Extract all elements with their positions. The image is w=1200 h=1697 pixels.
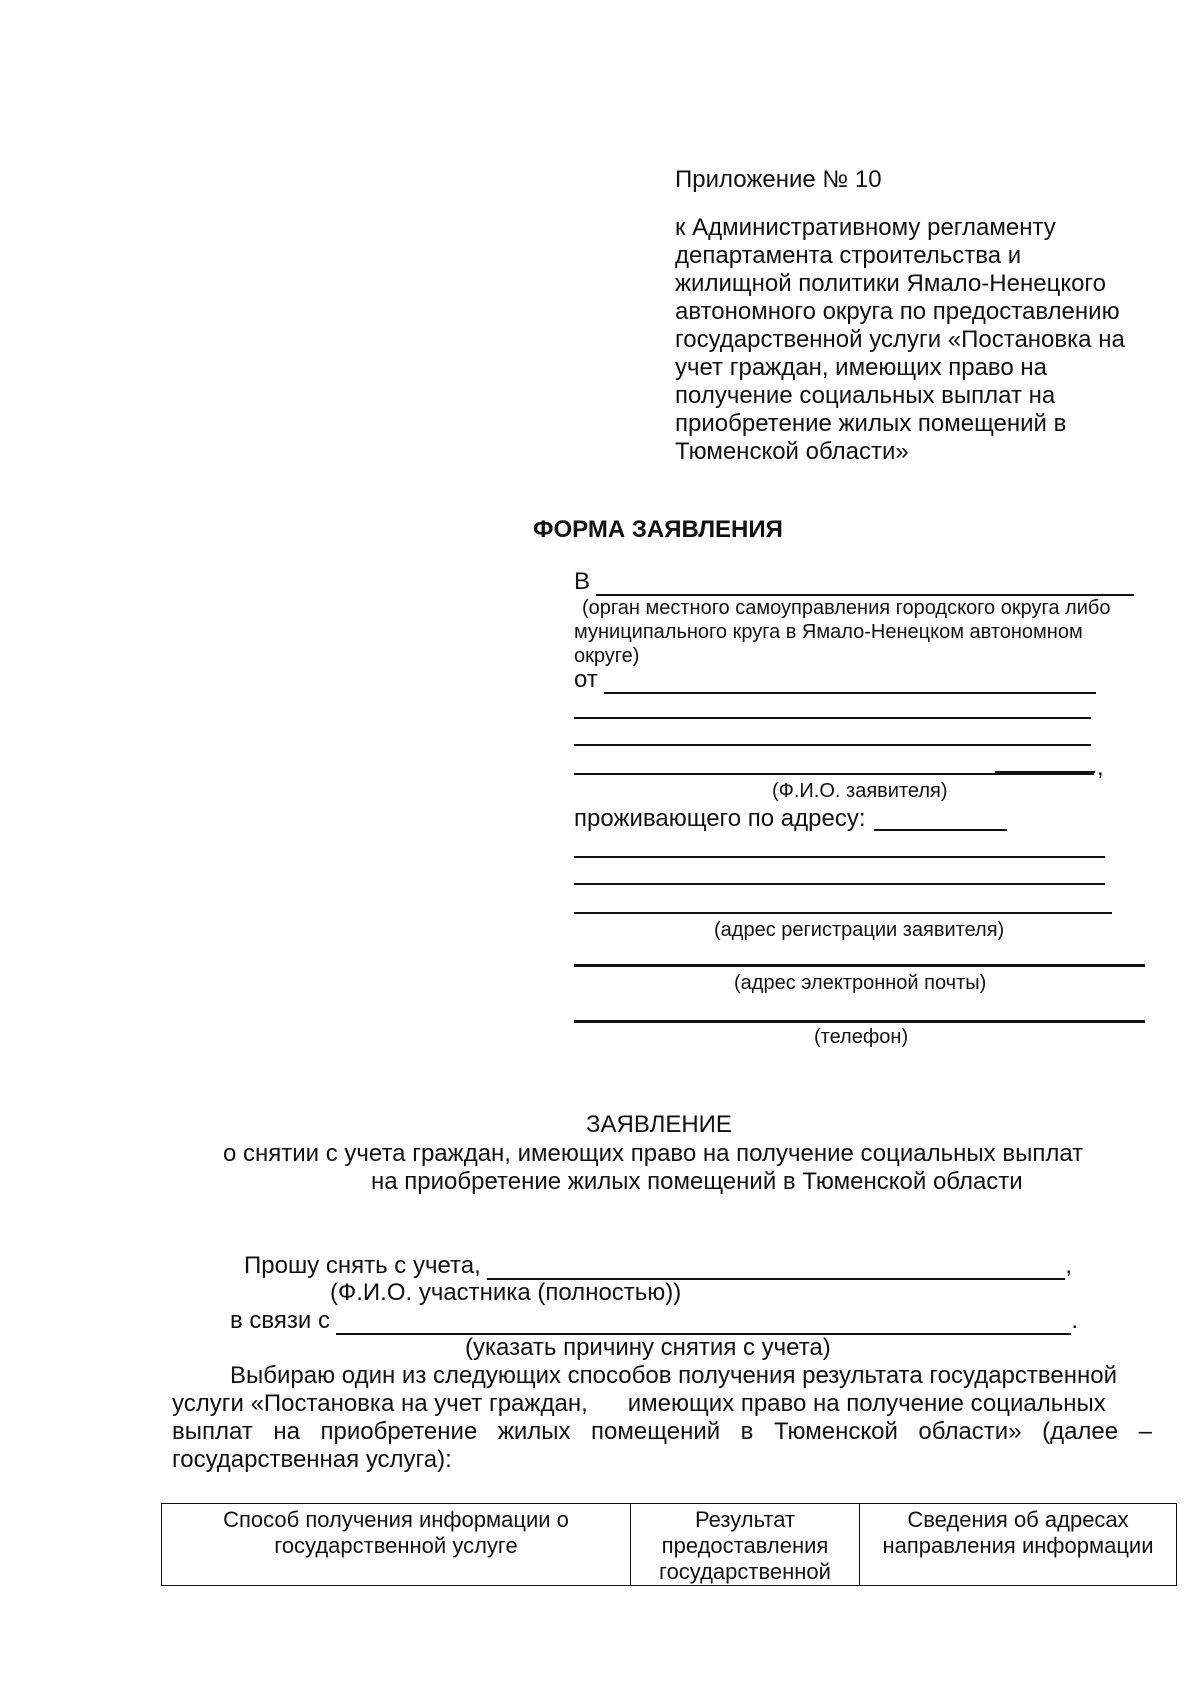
table-header-row	[162, 1504, 1177, 1586]
reason-caption: (указать причину снятия с учета)	[465, 1334, 831, 1361]
organ-caption: (орган местного самоуправления городского округа либо	[582, 597, 1111, 619]
organ-caption: муниципального круга в Ямало-Ненецком автономном	[574, 621, 1083, 643]
address-line[interactable]	[574, 912, 1112, 914]
addressee-prefix: В	[574, 568, 591, 595]
appendix-line: к Административному регламенту	[675, 214, 1056, 241]
organ-caption: округе)	[574, 645, 640, 667]
reason-blank[interactable]	[336, 1309, 1071, 1335]
service-delivery-table	[161, 1503, 1177, 1586]
appendix-line: получение социальных выплат на	[675, 382, 1056, 409]
reason-field[interactable]	[230, 1307, 1078, 1335]
from-prefix: от	[574, 666, 598, 693]
request-comma: ,	[1065, 1252, 1072, 1279]
appendix-line: учет граждан, имеющих право на	[675, 354, 1048, 381]
applicant-name-line[interactable]	[574, 773, 1094, 775]
request-prefix: Прошу снять с учета,	[244, 1252, 481, 1279]
table-header-result: Результат предоставления государственной	[631, 1504, 860, 1586]
address-line[interactable]	[574, 883, 1105, 885]
applicant-name-blank[interactable]	[604, 668, 1096, 694]
address-blank-inline[interactable]	[874, 829, 1007, 831]
applicant-name-line[interactable]	[574, 717, 1091, 719]
appendix-line: приобретение жилых помещений в	[675, 410, 1067, 437]
email-line[interactable]	[574, 964, 1145, 967]
applicant-name-line-end	[995, 771, 1095, 773]
choice-paragraph-line: услуги «Постановка на учет граждан, имеющих право на получение социальных	[172, 1390, 1106, 1417]
appendix-reference	[675, 214, 1155, 466]
appendix-line: департамента строительства и	[675, 242, 1022, 269]
statement-subtitle: о снятии с учета граждан, имеющих право на получение социальных выплат	[223, 1140, 1084, 1167]
applicant-name-line[interactable]	[574, 744, 1091, 746]
email-caption: (адрес электронной почты)	[734, 972, 987, 994]
appendix-line: Тюменской области»	[675, 438, 909, 465]
applicant-comma: ,	[1097, 754, 1104, 781]
addressee-field[interactable]	[574, 568, 1134, 596]
participant-blank[interactable]	[487, 1254, 1066, 1280]
address-caption: (адрес регистрации заявителя)	[714, 919, 1005, 941]
address-prefix: проживающего по адресу:	[574, 805, 866, 832]
form-title: ФОРМА ЗАЯВЛЕНИЯ	[533, 516, 783, 543]
address-line[interactable]	[574, 856, 1105, 858]
statement-title: ЗАЯВЛЕНИЕ	[586, 1111, 732, 1138]
statement-subtitle: на приобретение жилых помещений в Тюменской области	[371, 1168, 1023, 1195]
appendix-line: автономного округа по предоставлению	[675, 298, 1120, 325]
phone-line[interactable]	[574, 1020, 1145, 1023]
applicant-fio-caption: (Ф.И.О. заявителя)	[772, 780, 948, 802]
appendix-line: государственной услуги «Постановка на	[675, 326, 1125, 353]
choice-paragraph-line: государственная услуга):	[172, 1446, 452, 1473]
table-header-method: Способ получения информации о государственной услуге	[162, 1504, 631, 1586]
choice-paragraph-line: Выбираю один из следующих способов получения результата государственной	[230, 1362, 1117, 1389]
appendix-title: Приложение № 10	[675, 166, 882, 193]
choice-paragraph-line: выплат на приобретение жилых помещений в Тюменской области» (далее –	[172, 1418, 1152, 1445]
reason-period: .	[1071, 1307, 1078, 1334]
phone-caption: (телефон)	[814, 1026, 909, 1048]
reason-prefix: в связи с	[230, 1307, 330, 1334]
participant-caption: (Ф.И.О. участника (полностью))	[330, 1279, 682, 1306]
addressee-blank[interactable]	[596, 570, 1134, 596]
appendix-line: жилищной политики Ямало-Ненецкого	[675, 270, 1107, 297]
applicant-name-field[interactable]	[574, 666, 1096, 694]
participant-field[interactable]	[244, 1252, 1072, 1280]
table-header-addresses: Сведения об адресах направления информации	[860, 1504, 1177, 1586]
